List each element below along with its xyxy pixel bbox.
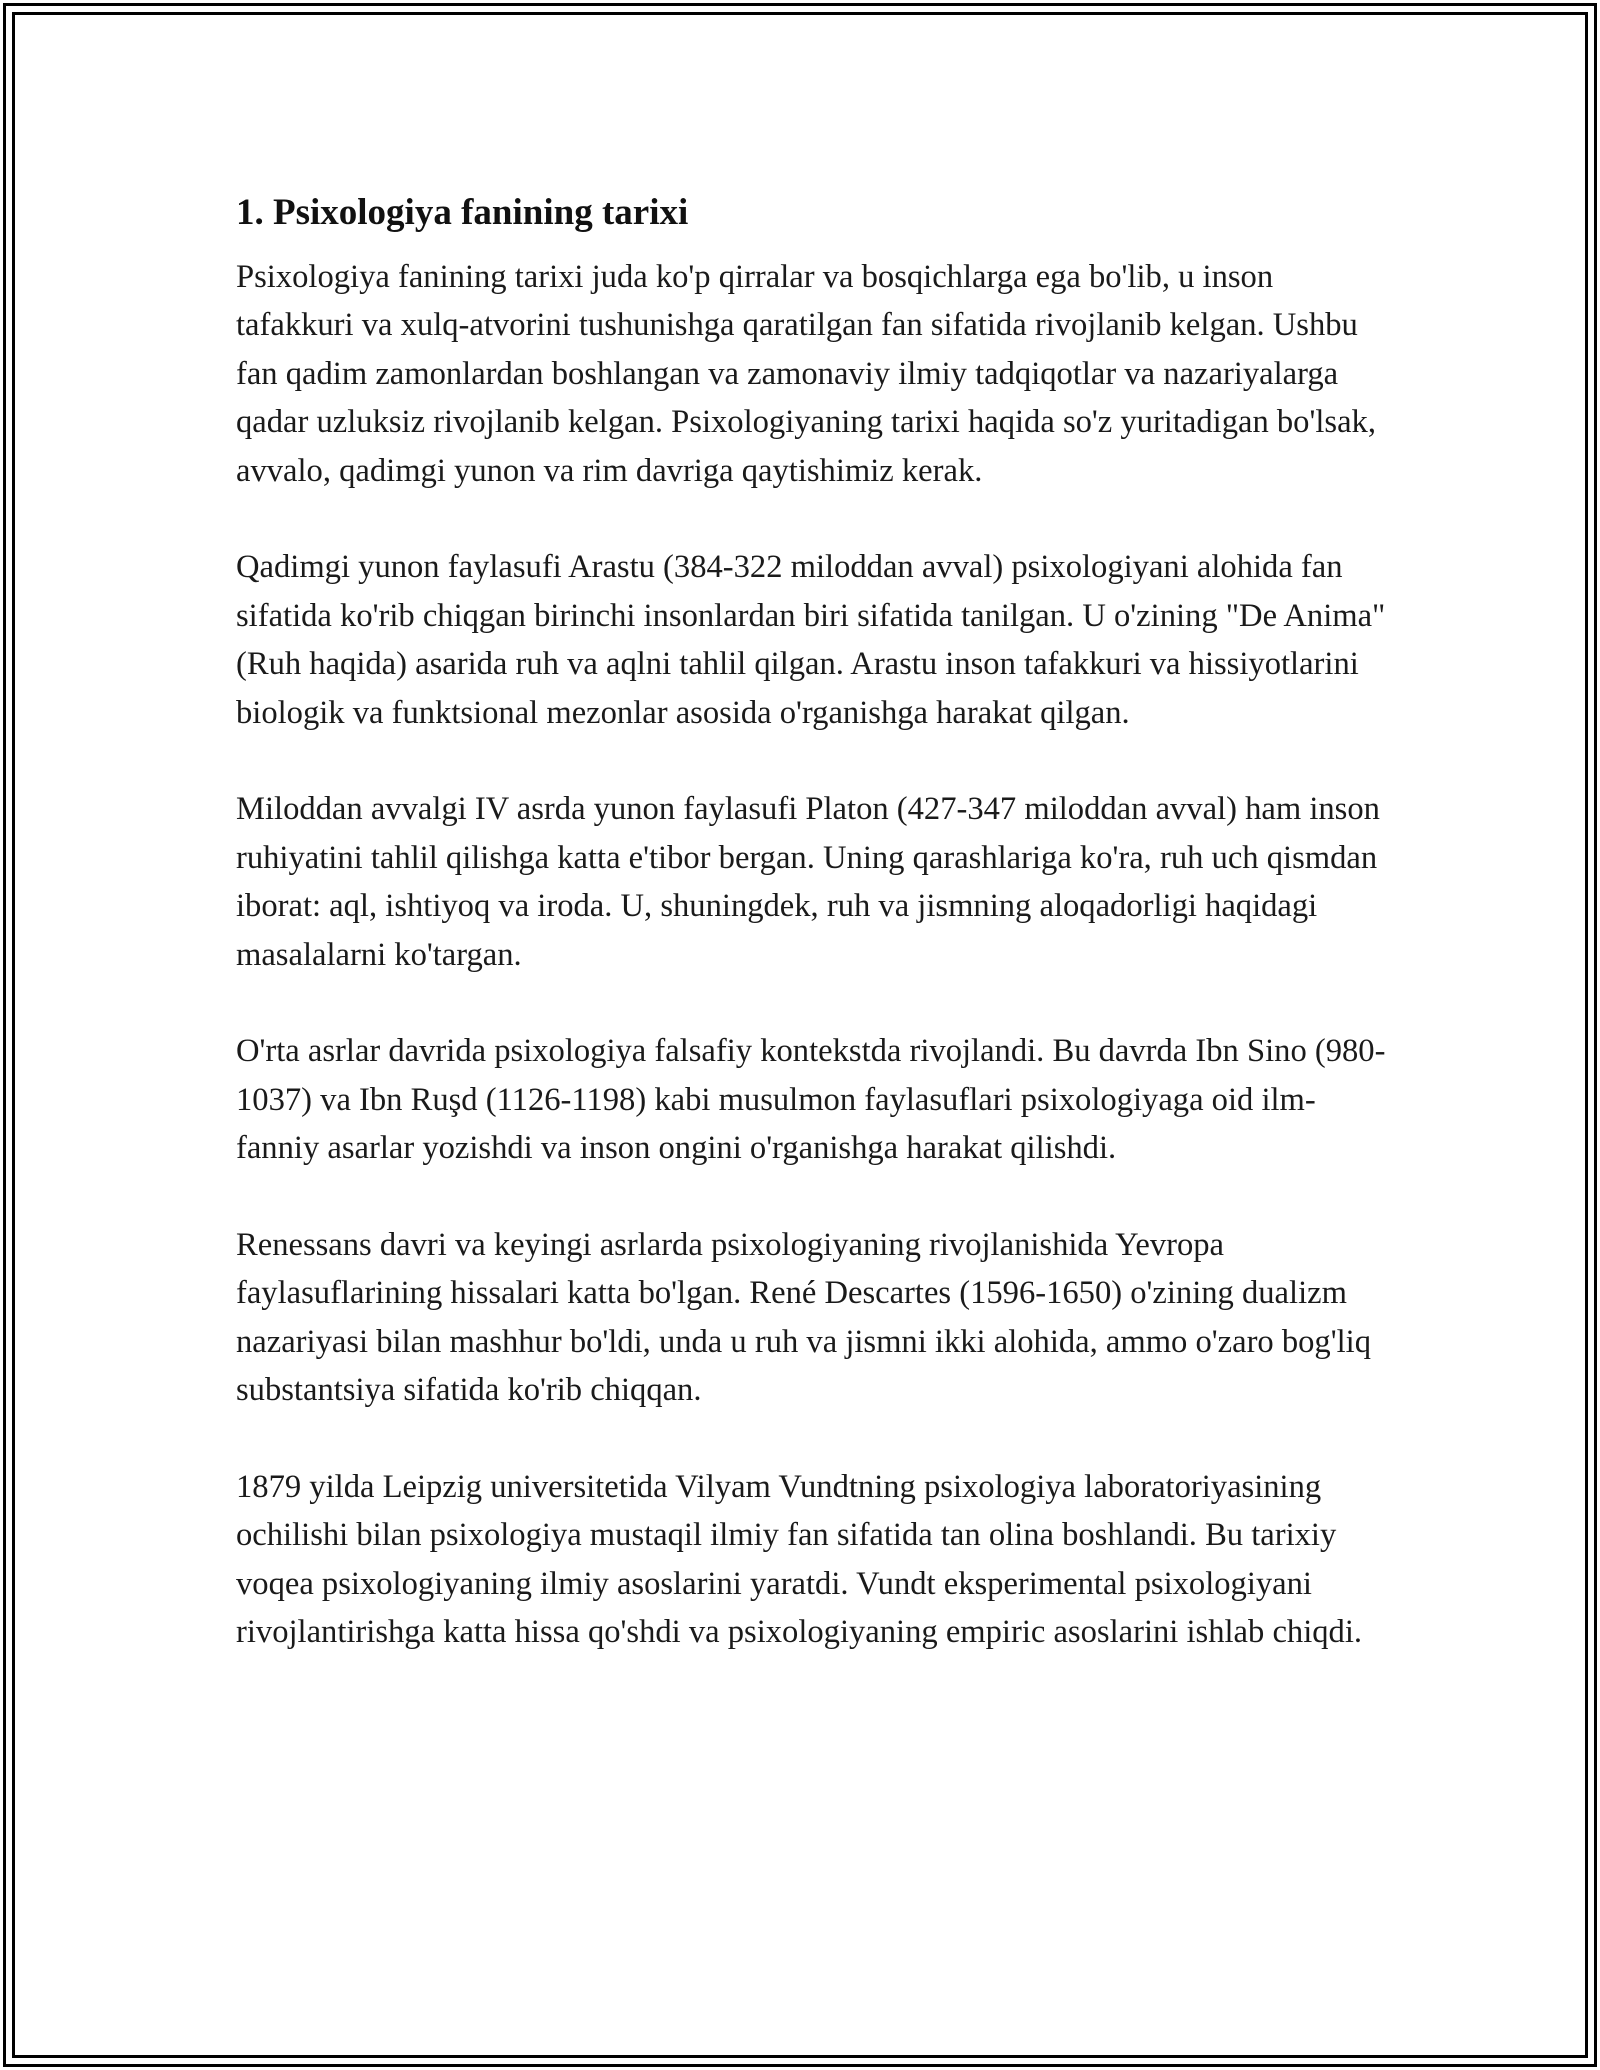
paragraph-renaissance: Renessans davri va keyingi asrlarda psixologiyaning rivojlanishida Yevropa faylasuflarining hissalari katta bo'lgan. René Descartes (1596-1650) o'zining dualizm nazariyasi bilan mashhur bo'ldi, unda u ruh va jismni ikki alohida, ammo o'zaro bog'liq substantsiya sifatida ko'rib chiqqan.	[236, 1227, 1371, 1409]
paragraph-arastu: Qadimgi yunon faylasufi Arastu (384-322 miloddan avval) psixologiyani alohida fan sifatida ko'rib chiqgan birinchi insonlardan biri sifatida tanilgan. U o'zining "De Anima" (Ruh haqida) asarida ruh va aqlni tahlil qilgan. Arastu inson tafakkuri va hissiyotlarini biologik va funktsional mezonlar asosida o'rganishga harakat qilgan.	[236, 549, 1386, 731]
document-body	[236, 185, 1386, 1705]
section-heading: 1. Psixologiya fanining tarixi	[236, 192, 689, 233]
paragraph-intro: Psixologiya fanining tarixi juda ko'p qirralar va bosqichlarga ega bo'lib, u inson tafakkuri va xulq-atvorini tushunishga qaratilgan fan sifatida rivojlanib kelgan. Ushbu fan qadim zamonlardan boshlangan va zamonaviy ilmiy tadqiqotlar va nazariyalarga qadar uzluksiz rivojlanib kelgan. Psixologiyaning tarixi haqida so'z yuritadigan bo'lsak, avvalo, qadimgi yunon va rim davriga qaytishimiz kerak.	[236, 259, 1376, 489]
paragraph-middle-ages: O'rta asrlar davrida psixologiya falsafiy kontekstda rivojlandi. Bu davrda Ibn Sino (980-1037) va Ibn Ruşd (1126-1198) kabi musulmon faylasuflari psixologiyaga oid ilm-fanniy asarlar yozishdi va inson ongini o'rganishga harakat qilishdi.	[236, 1033, 1386, 1167]
paragraph-wundt: 1879 yilda Leipzig universitetida Vilyam Vundtning psixologiya laboratoriyasining ochilishi bilan psixologiya mustaqil ilmiy fan sifatida tan olina boshlandi. Bu tarixiy voqea psixologiyaning ilmiy asoslarini yaratdi. Vundt eksperimental psixologiyani rivojlantirishga katta hissa qo'shdi va psixologiyaning empiric asoslarini ishlab chiqdi.	[236, 1469, 1363, 1651]
paragraph-platon: Miloddan avvalgi IV asrda yunon faylasufi Platon (427-347 miloddan avval) ham inson ruhiyatini tahlil qilishga katta e'tibor bergan. Uning qarashlariga ko'ra, ruh uch qismdan iborat: aql, ishtiyoq va iroda. U, shuningdek, ruh va jismning aloqadorligi haqidagi masalalarni ko'targan.	[236, 791, 1380, 973]
